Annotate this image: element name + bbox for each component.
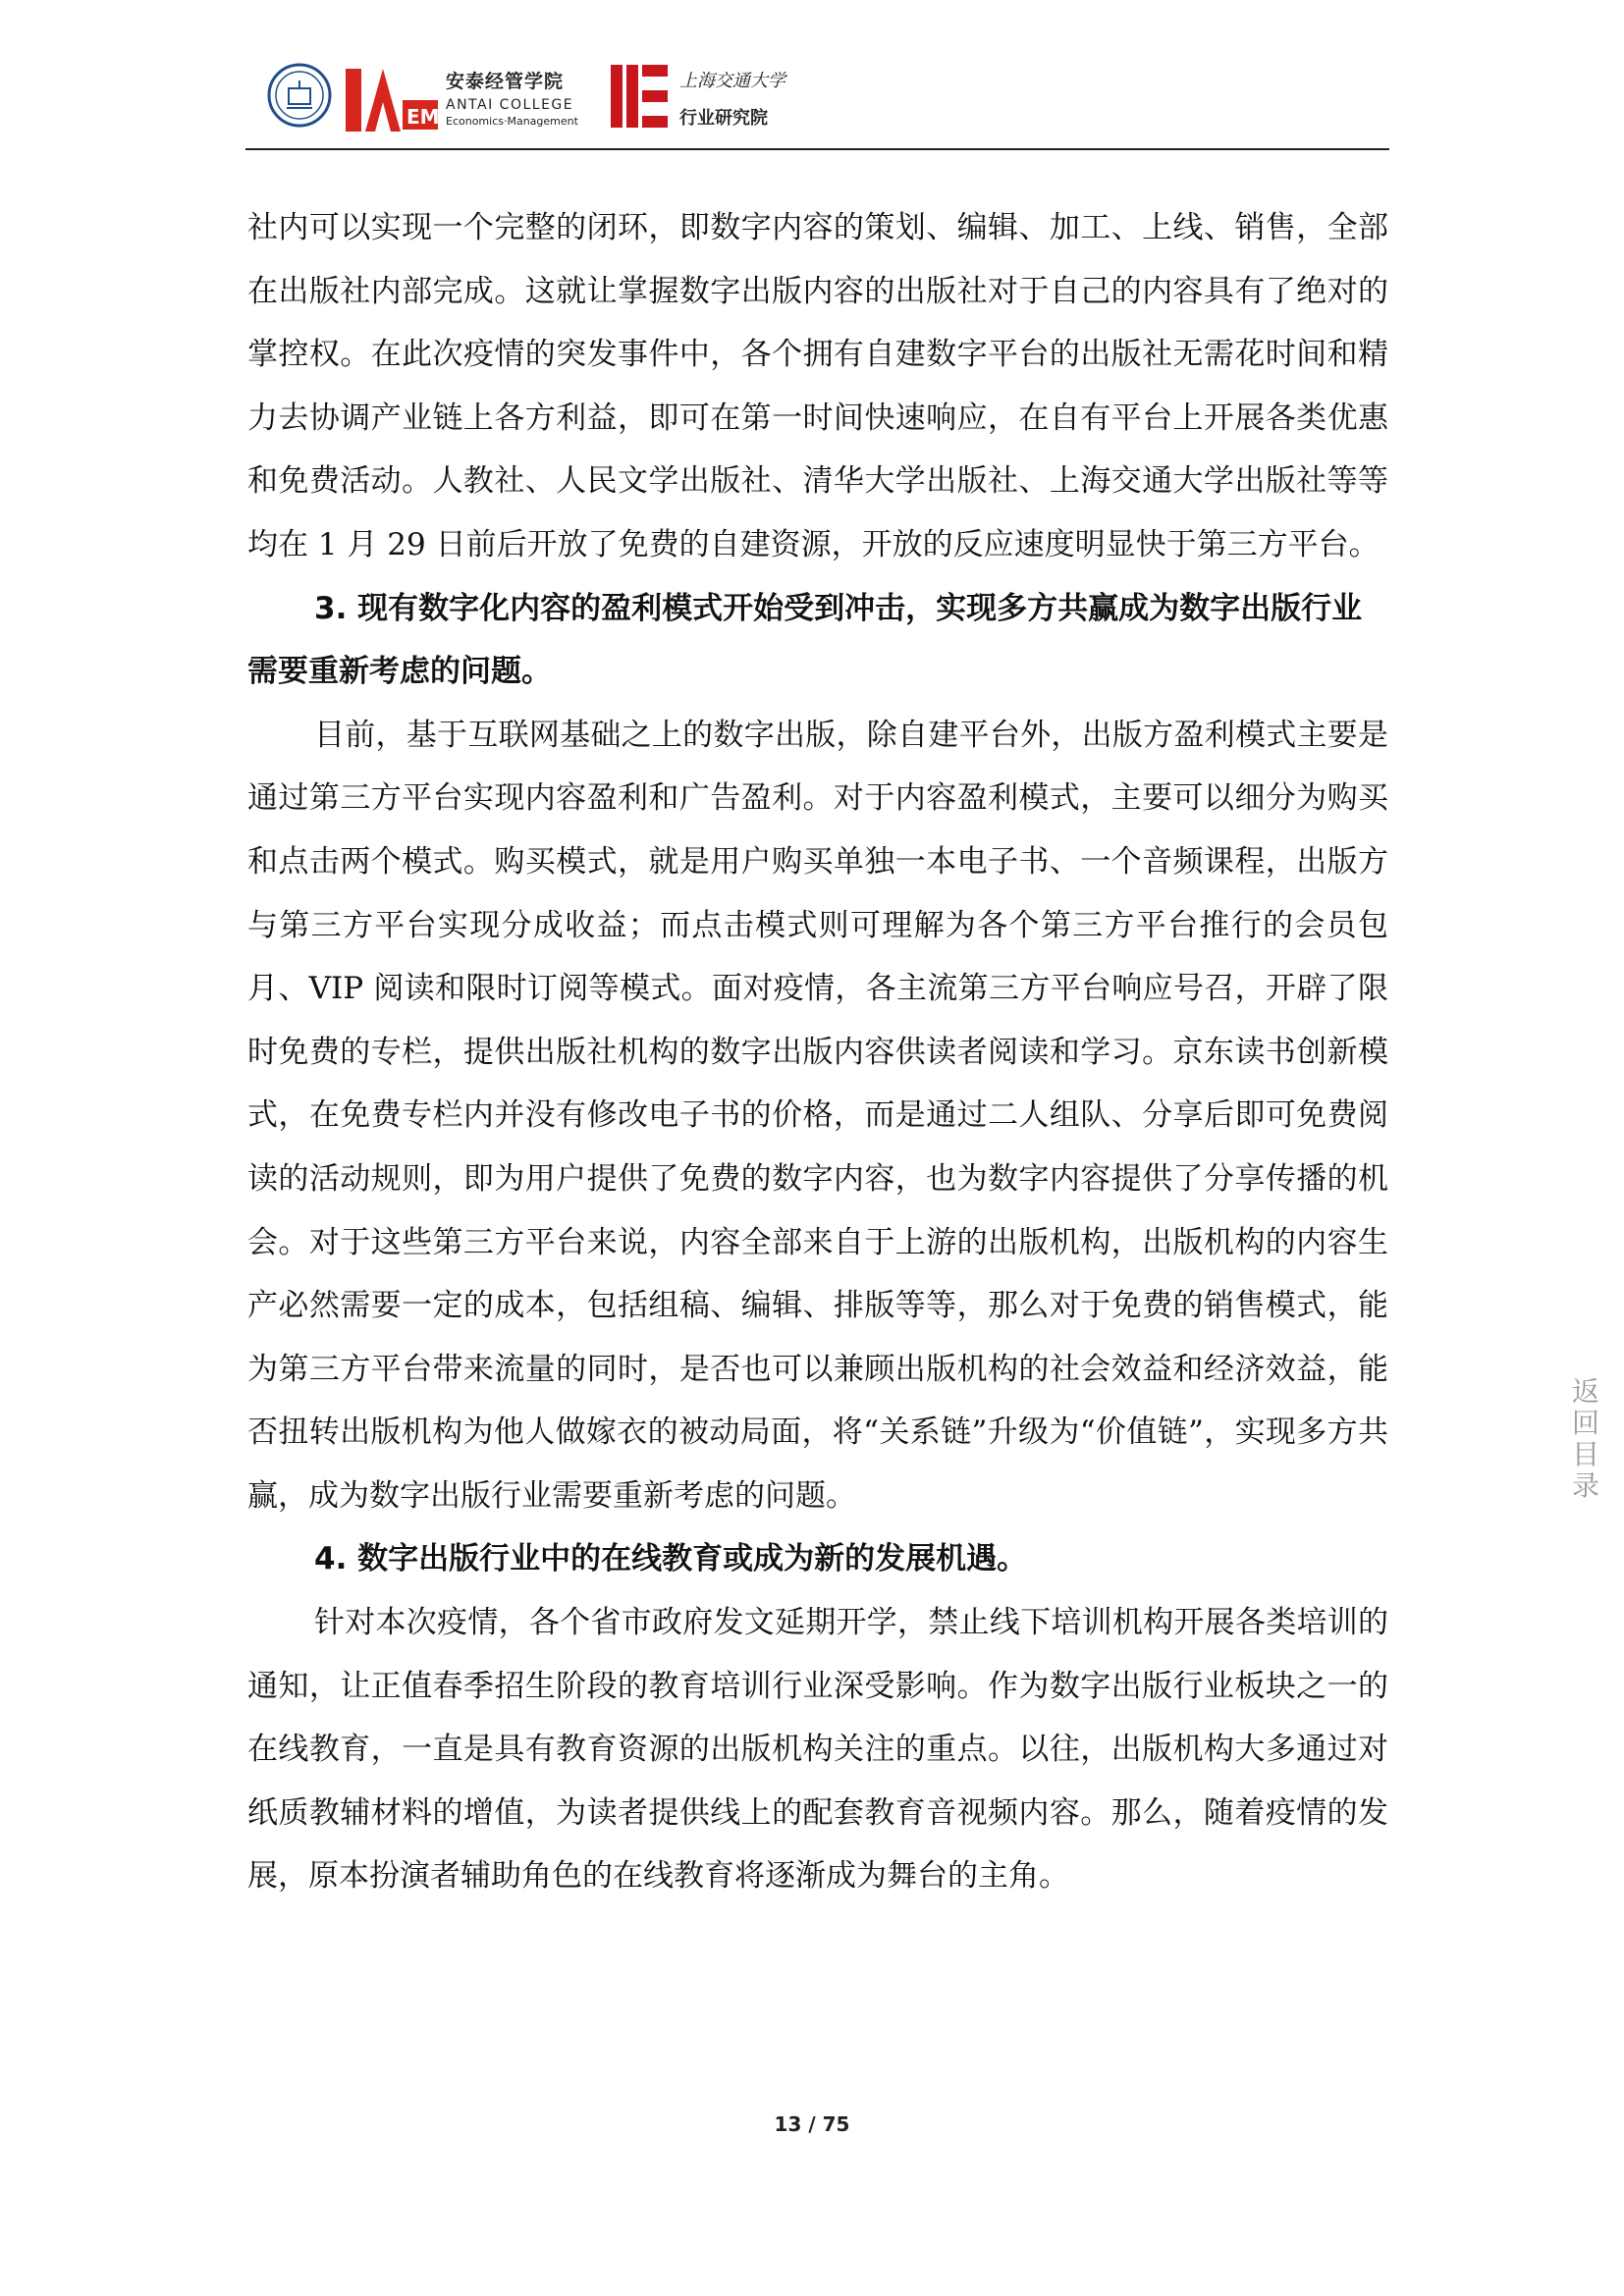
antai-college-name [446,67,578,128]
institute-name: 行业研究院 [679,108,768,129]
page-header [267,59,1388,149]
section-heading: 3. 现有数字化内容的盈利模式开始受到冲击，实现多方共赢成为数字出版行业需要重新考虑的问题。 [247,590,1363,690]
section-heading: 4. 数字出版行业中的在线教育或成为新的发展机遇。 [314,1541,1028,1577]
sjtu-institute-name [679,67,785,130]
page-number: 13 / 75 [774,2112,850,2136]
acem-logo-icon [346,63,440,132]
antai-name-en: ANTAI COLLEGE [446,97,574,113]
body-paragraph: 社内可以实现一个完整的闭环，即数字内容的策划、编辑、加工、上线、销售，全部在出版社内部完成。这就让掌握数字出版内容的出版社对于自己的内容具有了绝对的掌控权。在此次疫情的突发事件中，各个拥有自建数字平台的出版社无需花时间和精力去协调产业链上各方利益，即可在第一时间快速响应，在自有平台上开展各类优惠和免费活动。人教社、人民文学出版社、清华大学出版社、上海交通大学出版社等等均在 1 月 29 日前后开放了免费的自建资源，开放的反应速度明显快于第三方平台。 [247,210,1388,562]
sjtu-institute-mark-icon [609,61,670,132]
body-paragraph: 目前，基于互联网基础之上的数字出版，除自建平台外，出版方盈利模式主要是通过第三方平台实现内容盈利和广告盈利。对于内容盈利模式，主要可以细分为购买和点击两个模式。购买模式，就是用户购买单独一本电子书、一个音频课程，出版方与第三方平台实现分成收益；而点击模式则可理解为各个第三方平台推行的会员包月、VIP 阅读和限时订阅等模式。面对疫情，各主流第三方平台响应号召，开辟了限时免费的专栏，提供出版社机构的数字出版内容供读者阅读和学习。京东读书创新模式，在免费专栏内并没有修改电子书的价格，而是通过二人组队、分享后即可免费阅读的活动规则，即为用户提供了免费的数字内容，也为数字内容提供了分享传播的机会。对于这些第三方平台来说，内容全部来自于上游的出版机构，出版机构的内容生产必然需要一定的成本，包括组稿、编辑、排版等等，那么对于免费的销售模式，能为第三方平台带来流量的同时，是否也可以兼顾出版机构的社会效益和经济效益，能否扭转出版机构为他人做嫁衣的被动局面，将“关系链”升级为“价值链”，实现多方共赢，成为数字出版行业需要重新考虑的问题。 [247,717,1388,1514]
header-divider [245,148,1389,150]
antai-name-cn: 安泰经管学院 [446,71,565,92]
page-body [247,196,1388,1908]
sjtu-name-cn: 上海交通大学 [679,71,785,91]
body-paragraph: 针对本次疫情，各个省市政府发文延期开学，禁止线下培训机构开展各类培训的通知，让正值春季招生阶段的教育培训行业深受影响。作为数字出版行业板块之一的在线教育，一直是具有教育资源的出版机构关注的重点。以往，出版机构大多通过对纸质教辅材料的增值，为读者提供线上的配套教育音视频内容。那么，随着疫情的发展，原本扮演者辅助角色的在线教育将逐渐成为舞台的主角。 [247,1605,1388,1895]
antai-name-sub: Economics·Management [446,115,578,128]
sjtu-seal-icon [267,63,332,128]
svg-text:EM: EM [406,105,440,129]
back-to-toc-link[interactable]: 返回目录 [1571,1375,1599,1502]
